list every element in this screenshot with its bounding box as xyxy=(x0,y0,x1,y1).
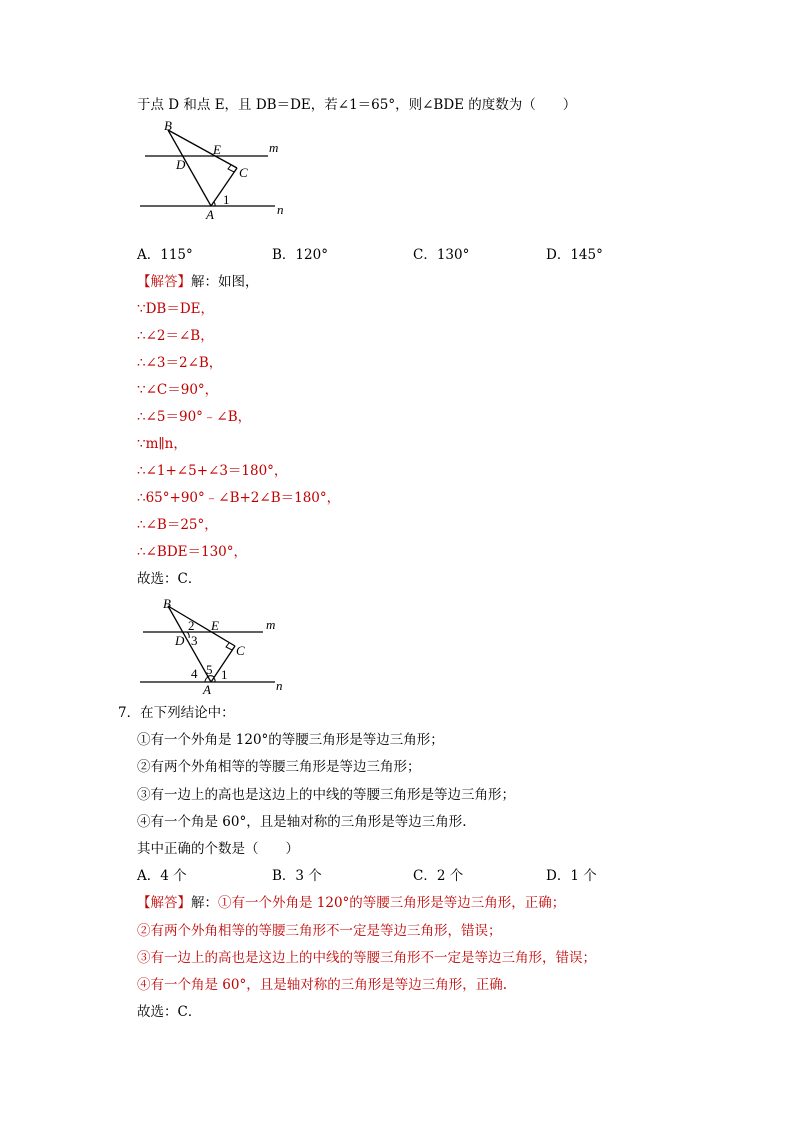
label-n: n xyxy=(277,202,284,217)
q6-figure-2 xyxy=(135,594,295,699)
q6-step-6: ∵m∥n， xyxy=(137,436,187,452)
q7-answer-3: ③有一边上的高也是这边上的中线的等腰三角形不一定是等边三角形，错误； xyxy=(137,950,596,966)
q7-answer-2: ②有两个外角相等的等腰三角形不一定是等边三角形，错误； xyxy=(137,923,502,939)
label-A: A xyxy=(206,207,214,222)
q7-option-c: C．2 个 xyxy=(413,868,464,884)
q7-option-a: A．4 个 xyxy=(137,868,187,884)
q7-item-2: ②有两个外角相等的等腰三角形是等边三角形； xyxy=(137,759,421,775)
q7-option-b: B．3 个 xyxy=(272,868,322,884)
q6-choose: 故选：C． xyxy=(137,571,202,587)
label-m: m xyxy=(266,617,276,632)
q7-question: 其中正确的个数是（ ） xyxy=(137,841,299,857)
q6-step-2: ∴∠2＝∠B， xyxy=(137,328,214,344)
q6-step-9: ∴∠B＝25°， xyxy=(137,517,218,533)
q6-option-d: D．145° xyxy=(546,247,603,263)
q7-item-4: ④有一个角是 60°，且是轴对称的三角形是等边三角形. xyxy=(137,814,467,830)
q6-figure-1 xyxy=(135,118,295,223)
answer-tag: 【解答】 xyxy=(137,895,191,911)
q7-item-1: ①有一个外角是 120°的等腰三角形是等边三角形； xyxy=(137,732,444,748)
label-angle-5: 5 xyxy=(206,662,213,677)
q6-step-1: ∵DB＝DE， xyxy=(137,301,215,317)
q7-stem: 7．在下列结论中： xyxy=(118,705,235,721)
label-angle-1: 1 xyxy=(223,192,230,207)
q6-step-5: ∴∠5＝90°﹣∠B， xyxy=(137,409,252,425)
label-angle-2: 2 xyxy=(188,618,195,633)
q7-answer-header xyxy=(137,894,565,912)
q6-step-3: ∴∠3＝2∠B， xyxy=(137,355,223,371)
q6-option-c: C．130° xyxy=(413,247,470,263)
answer-tag: 【解答】 xyxy=(137,274,191,290)
label-n: n xyxy=(276,678,283,693)
q7-answer-4: ④有一个角是 60°，且是轴对称的三角形是等边三角形，正确. xyxy=(137,977,508,993)
q6-step-10: ∴∠BDE＝130°， xyxy=(137,544,248,560)
label-m: m xyxy=(269,140,279,155)
q6-step-7: ∴∠1+∠5+∠3＝180°， xyxy=(137,463,288,479)
label-C: C xyxy=(239,165,248,180)
label-angle-1: 1 xyxy=(221,667,228,682)
label-angle-3: 3 xyxy=(191,633,198,648)
label-C: C xyxy=(236,643,245,658)
answer-intro: 解：如图， xyxy=(191,274,259,290)
q7-choose: 故选：C． xyxy=(137,1004,202,1020)
label-B: B xyxy=(164,118,172,133)
label-B: B xyxy=(163,596,171,611)
label-angle-4: 4 xyxy=(191,666,198,681)
q6-stem: 于点 D 和点 E，且 DB＝DE，若∠1＝65°，则∠BDE 的度数为（ ） xyxy=(137,97,577,113)
q6-step-4: ∵∠C＝90°， xyxy=(137,382,219,398)
label-E: E xyxy=(211,618,219,633)
q7-item-3: ③有一边上的高也是这边上的中线的等腰三角形是等边三角形； xyxy=(137,787,515,803)
q6-step-8: ∴65°+90°﹣∠B+2∠B＝180°， xyxy=(137,490,341,506)
q6-option-a: A．115° xyxy=(137,247,193,263)
label-E: E xyxy=(213,142,221,157)
q6-option-b: B．120° xyxy=(272,247,328,263)
label-A: A xyxy=(203,682,211,697)
label-D: D xyxy=(176,157,186,172)
q6-answer-header xyxy=(137,273,259,291)
label-D: D xyxy=(175,633,185,648)
q7-option-d: D．1 个 xyxy=(546,868,597,884)
answer-prefix: 解： xyxy=(191,895,218,911)
q7-answer-1: ①有一个外角是 120°的等腰三角形是等边三角形，正确； xyxy=(218,895,566,911)
